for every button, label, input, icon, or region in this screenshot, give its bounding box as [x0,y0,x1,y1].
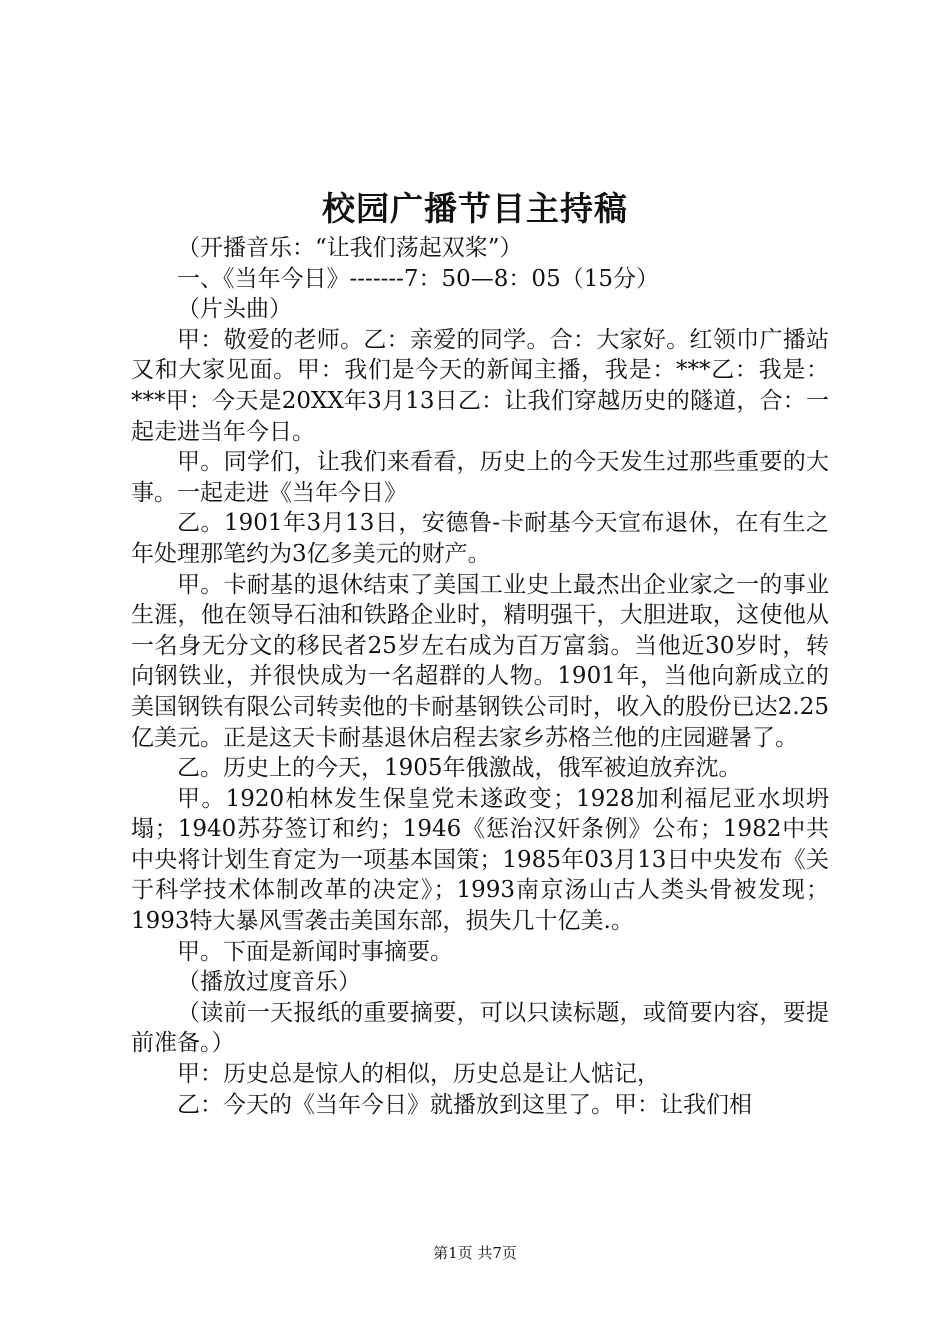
paragraph: 甲。下面是新闻时事摘要。 [177,938,453,965]
paragraph: 乙：今天的《当年今日》就播放到这里了。甲：让我们相 [177,1091,752,1118]
paragraph: 甲：历史总是惊人的相似，历史总是让人惦记， [177,1061,660,1088]
paragraph: 一、《当年今日》-------7：50—8：05（15分） [177,265,659,292]
paragraph: 甲。同学们，让我们来看看，历史上的今天发生过那些重要的大事。一起走进《当年今日》 [131,449,829,506]
paragraph: （开播音乐：“让我们荡起双桨”） [177,235,523,261]
document-body [131,233,829,1120]
paragraph: （播放过度音乐） [177,969,361,996]
paragraph: （读前一天报纸的重要摘要，可以只读标题，或简要内容，要提前准备。） [131,999,829,1057]
paragraph: （片头曲） [177,296,292,323]
page-footer: 第1页 共7页 [433,1244,517,1262]
paragraph: 甲：敬爱的老师。乙：亲爱的同学。合：大家好。红领巾广播站又和大家见面。甲：我们是今天的新闻主播，我是：***乙：我是：***甲：今天是20XX年3月13日乙：让我们穿越历史的隧道，合：一起走进当年今日。 [131,326,829,445]
paragraph: 乙。历史上的今天，1905年俄激战，俄军被迫放弃沈。 [177,755,742,782]
paragraph: 甲。卡耐基的退休结束了美国工业史上最杰出企业家之一的事业生涯，他在领导石油和铁路企业时，精明强干，大胆进取，这使他从一名身无分文的移民者25岁左右成为百万富翁。当他近30岁时，转向钢铁业，并很快成为一名超群的人物。1901年，当他向新成立的美国钢铁有限公司转卖他的卡耐基钢铁公司时，收入的股份已达2.25亿美元。正是这天卡耐基退休启程去家乡苏格兰他的庄园避暑了。 [131,571,829,751]
paragraph: 甲。1920柏林发生保皇党未遂政变；1928加利福尼亚水坝坍塌；1940苏芬签订和约；1946《惩治汉奸条例》公布；1982中共中央将计划生育定为一项基本国策；1985年03月13日中央发布《关于科学技术体制改革的决定》；1993南京汤山古人类头骨被发现；1993特大暴风雪袭击美国东部，损失几十亿美.。 [131,785,829,935]
paragraph: 乙。1901年3月13日，安德鲁-卡耐基今天宣布退休，在有生之年处理那笔约为3亿多美元的财产。 [131,510,829,567]
document-title: 校园广播节目主持稿 [322,189,628,228]
